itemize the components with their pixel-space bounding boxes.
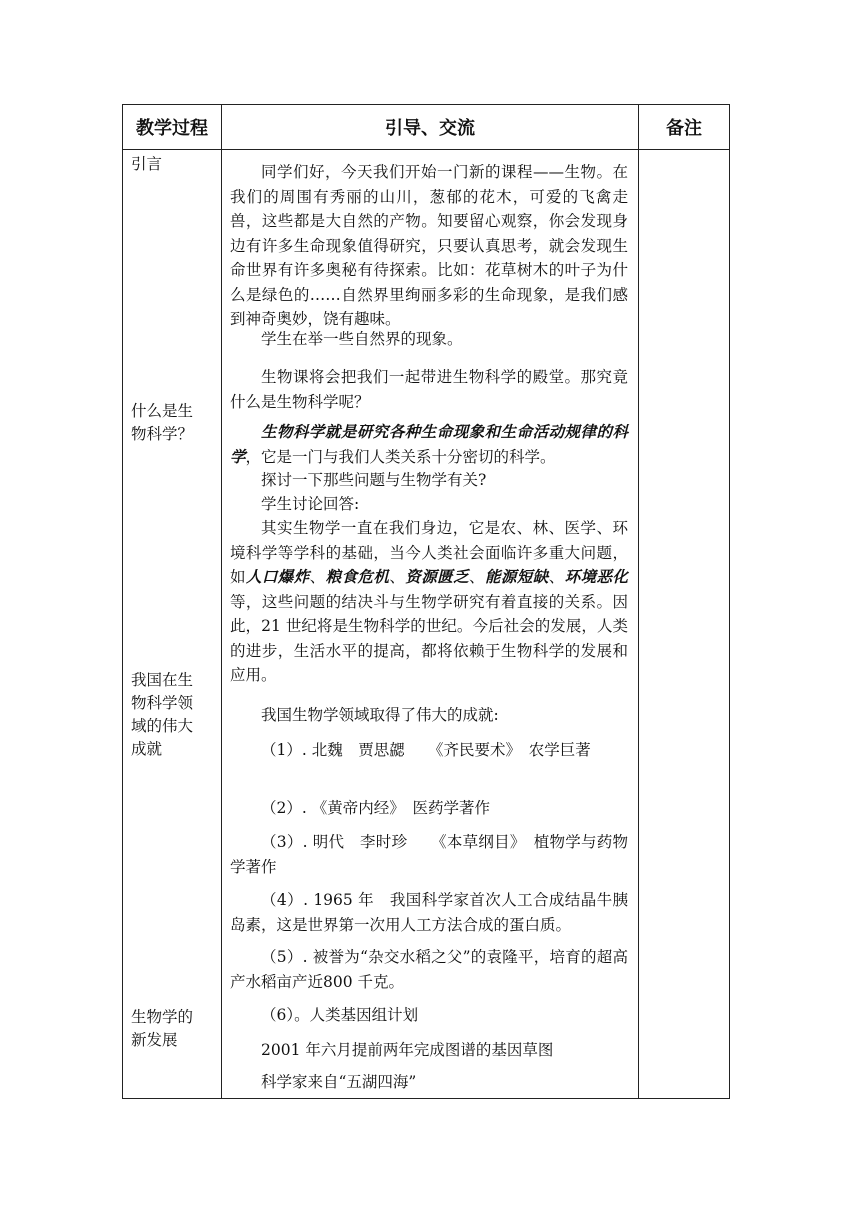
genome-line-1: 2001 年六月提前两年完成图谱的基因草图 <box>261 1041 554 1059</box>
label-new-development: 生物学的 新发展 <box>131 1008 194 1049</box>
achievement-item-4: （4）. 1965 年 我国科学家首次人工合成结晶牛胰岛素，这是世界第一次用人工方法合成的蛋白质。 <box>230 891 628 934</box>
definition-rest: ，它是一门与我们人类关系十分密切的科学。 <box>245 447 556 466</box>
biology-basis-paragraph: 其实生物学一直在我们身边，它是农、林、医学、环境科学等学科的基础，当今人类社会面临许多重大问题，如人口爆炸、粮食危机、资源匮乏、能源短缺、环境恶化等，这些问题的结决斗与生物学研究有着直接的关系。因此，21 世纪将是生物科学的世纪。今后社会的发展，人类的进步，生活水平的提高，都将依赖于生物科学的发展和应用。 <box>230 519 628 684</box>
label-what-is-biology: 什么是生 物科学？ <box>131 402 194 443</box>
keyword-environment: 环境恶化 <box>564 567 628 586</box>
achievement-item-6: （6）。人类基因组计划 <box>261 1006 419 1024</box>
discuss-line: 探讨一下那些问题与生物学有关? <box>261 471 487 489</box>
biology-lead: 生物课将会把我们一起带进生物科学的殿堂。那究竟什么是生物科学呢？ <box>230 368 628 411</box>
keyword-population: 人口爆炸 <box>245 567 310 586</box>
genome-line-2: 科学家来自“五湖四海” <box>261 1073 417 1091</box>
student-answer-line: 学生讨论回答: <box>261 495 360 513</box>
content-row <box>123 150 730 1099</box>
guide-column <box>222 150 639 1099</box>
achievements-intro: 我国生物学领域取得了伟大的成就: <box>261 706 499 724</box>
achievement-item-2: （2）. 《黄帝内经》 医药学著作 <box>261 799 490 817</box>
keyword-food: 粮食危机 <box>325 567 390 586</box>
label-achievements: 我国在生 物科学领 域的伟大 成就 <box>131 671 194 758</box>
achievement-item-1: （1）. 北魏 贾思勰 《齐民要术》 农学巨著 <box>261 741 591 759</box>
label-intro: 引言 <box>131 155 163 173</box>
achievement-item-3: （3）. 明代 李时珍 《本草纲目》 植物学与药物学著作 <box>230 833 628 876</box>
students-examples: 学生在举一些自然界的现象。 <box>261 330 463 348</box>
header-teaching-process: 教学过程 <box>123 105 222 150</box>
definition-paragraph <box>230 420 628 469</box>
header-guide-exchange: 引导、交流 <box>222 105 639 150</box>
header-notes: 备注 <box>639 105 730 150</box>
definition-bold: 生物科学就是研究各种生命现象和生命活动规律的科学 <box>230 422 628 466</box>
lesson-table <box>122 104 730 1099</box>
achievement-item-5: （5）. 被誉为“杂交水稻之父”的袁隆平，培育的超高产水稻亩产近800 千克。 <box>230 948 628 991</box>
notes-column <box>639 150 730 1099</box>
keyword-energy: 能源短缺 <box>484 567 549 586</box>
header-row <box>123 105 730 150</box>
keyword-resources: 资源匮乏 <box>405 567 470 586</box>
process-column <box>123 150 222 1099</box>
intro-paragraph: 同学们好，今天我们开始一门新的课程——生物。在我们的周围有秀丽的山川，葱郁的花木，可爱的飞禽走兽，这些都是大自然的产物。知要留心观察，你会发现身边有许多生命现象值得研究，只要认真思考，就会发现生命世界有许多奥秘有待探索。比如：花草树木的叶子为什么是绿色的……自然界里绚丽多彩的生命现象，是我们感到神奇奥妙，饶有趣味。 <box>230 163 628 328</box>
